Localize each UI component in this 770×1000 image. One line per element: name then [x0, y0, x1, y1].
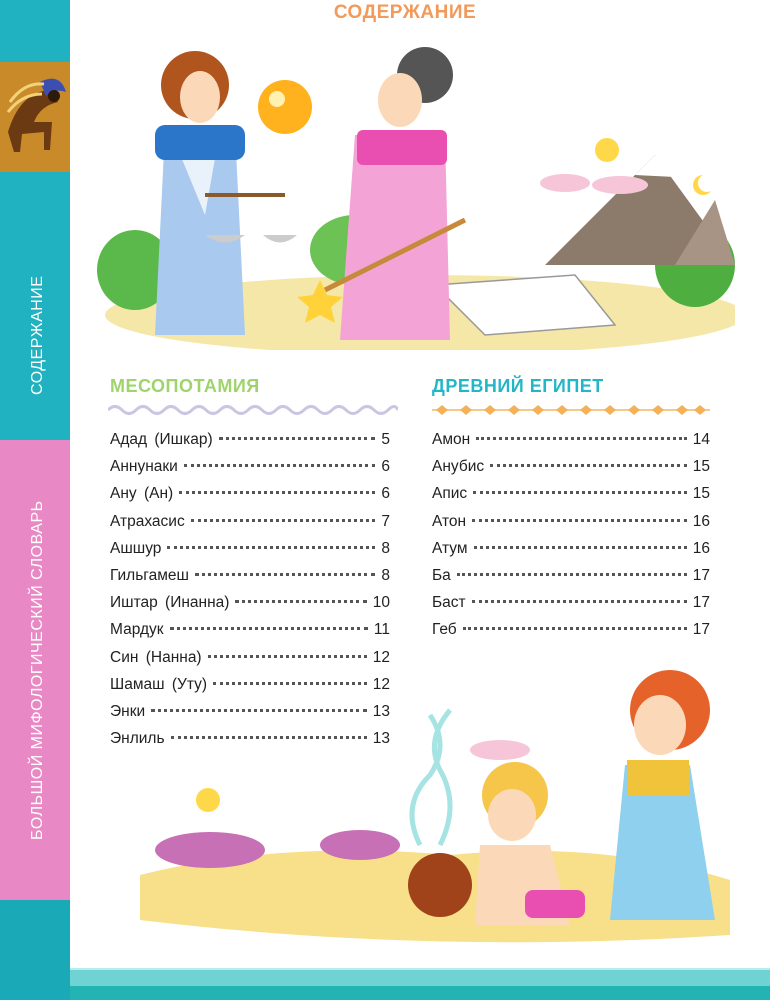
- entry-name: Баст: [432, 594, 466, 612]
- toc-entry: [432, 458, 710, 485]
- side-band: [0, 0, 70, 1000]
- toc-entry: [432, 513, 710, 540]
- leader-dots: [476, 437, 687, 440]
- bottom-illustration: [130, 655, 740, 965]
- entry-name: Атон: [432, 512, 467, 530]
- entry-page: 16: [692, 539, 710, 557]
- entry-page: 8: [381, 566, 390, 584]
- entry-page: 6: [381, 458, 390, 476]
- toc-entry: [110, 513, 390, 540]
- entry-name: Шамаш (Уту): [110, 675, 208, 693]
- entry-page: 16: [692, 512, 710, 530]
- toc-entry: [110, 540, 390, 567]
- entry-name: Ба: [432, 566, 451, 584]
- leader-dots: [235, 600, 366, 603]
- entry-name: Аннунаки: [110, 458, 178, 476]
- entry-page: 17: [692, 594, 710, 612]
- entry-name: Ашшур: [110, 539, 162, 557]
- entry-page: 13: [372, 730, 390, 748]
- entry-name: Адад (Ишкар): [110, 431, 213, 448]
- toc-entry: [110, 567, 390, 594]
- footer-stripe: [70, 968, 770, 988]
- entry-name: Апис: [432, 485, 468, 503]
- entry-name: Ану (Ан): [110, 485, 174, 503]
- leader-dots: [170, 627, 368, 630]
- section-divider-mesopotamia: [108, 403, 398, 417]
- toc-entry: [432, 567, 710, 594]
- entry-name: Амон: [432, 431, 471, 448]
- entry-page: 17: [692, 621, 710, 639]
- entry-page: 7: [381, 512, 390, 530]
- leader-dots: [195, 573, 375, 576]
- footer-stripe-dark: [70, 986, 770, 1000]
- section-divider-egypt: [432, 403, 710, 417]
- toc-entry: [432, 621, 710, 648]
- entry-page: 14: [692, 431, 710, 448]
- entry-page: 12: [372, 675, 390, 693]
- top-illustration: [95, 25, 735, 350]
- section-title-egypt: ДРЕВНИЙ ЕГИПЕТ: [432, 376, 604, 396]
- entry-page: 10: [372, 594, 390, 612]
- entry-name: Гильгамеш: [110, 566, 189, 584]
- entry-name: Син (Нанна): [110, 648, 202, 666]
- toc-entry: [110, 431, 390, 458]
- entry-name: Иштар (Инанна): [110, 594, 230, 612]
- entry-page: 11: [373, 621, 390, 639]
- toc-entry: [432, 431, 710, 458]
- entry-name: Энки: [110, 702, 146, 720]
- toc-entry: [432, 540, 710, 567]
- entry-page: 15: [692, 458, 710, 476]
- toc-entry: [110, 621, 390, 648]
- sidebar-book-title: БОЛЬШОЙ МИФОЛОГИЧЕСКИЙ СЛОВАРЬ: [29, 500, 46, 840]
- entry-name: Атрахасис: [110, 512, 185, 530]
- toc-egypt: [432, 431, 710, 649]
- entry-page: 17: [692, 566, 710, 584]
- leader-dots: [472, 600, 687, 603]
- toc-entry: [432, 485, 710, 512]
- leader-dots: [184, 464, 376, 467]
- leader-dots: [167, 546, 375, 549]
- entry-name: Энлиль: [110, 730, 165, 748]
- leader-dots: [473, 491, 687, 494]
- winged-bull-emblem: [0, 62, 70, 172]
- toc-entry: [110, 485, 390, 512]
- page-title: СОДЕРЖАНИЕ: [333, 2, 477, 23]
- entry-name: Мардук: [110, 621, 164, 639]
- entry-name: Геб: [432, 621, 457, 639]
- section-title-mesopotamia: МЕСОПОТАМИЯ: [110, 376, 260, 396]
- leader-dots: [179, 491, 375, 494]
- toc-entry: [110, 458, 390, 485]
- leader-dots: [191, 519, 376, 522]
- leader-dots: [490, 464, 687, 467]
- entry-page: 6: [381, 485, 390, 503]
- entry-name: Анубис: [432, 458, 485, 476]
- leader-dots: [472, 519, 687, 522]
- entry-page: 13: [372, 702, 390, 720]
- toc-entry: [110, 594, 390, 621]
- leader-dots: [474, 546, 687, 549]
- entry-name: Атум: [432, 539, 468, 557]
- entry-page: 8: [381, 539, 390, 557]
- leader-dots: [219, 437, 376, 440]
- entry-page: 15: [692, 485, 710, 503]
- entry-page: 5: [381, 431, 390, 448]
- leader-dots: [457, 573, 687, 576]
- sidebar-section-label: СОДЕРЖАНИЕ: [29, 275, 46, 395]
- side-band-foot: [0, 900, 70, 1000]
- entry-page: 12: [372, 648, 390, 666]
- leader-dots: [463, 627, 687, 630]
- toc-entry: [432, 594, 710, 621]
